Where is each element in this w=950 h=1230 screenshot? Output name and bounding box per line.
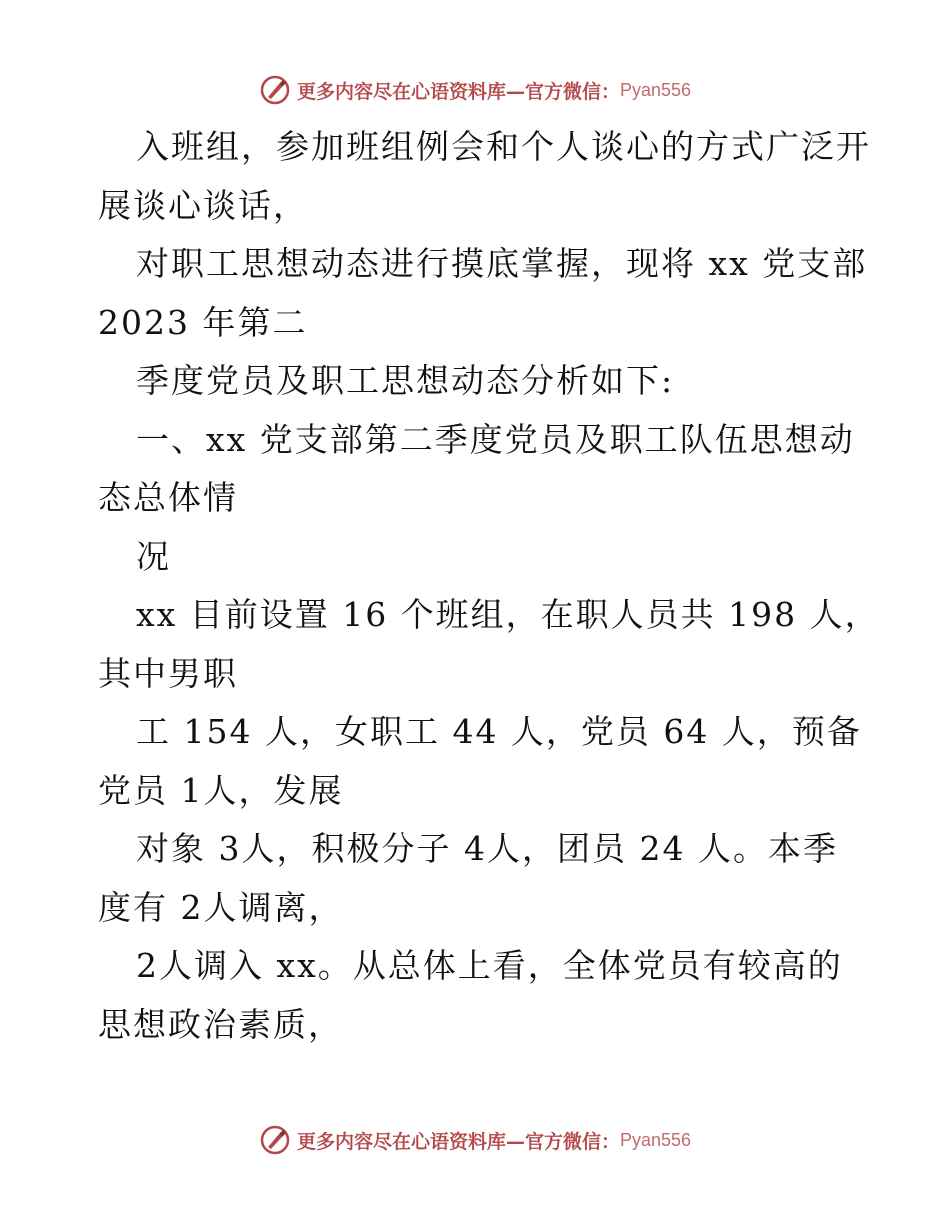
text-line: 2023 年第二 xyxy=(98,302,308,342)
text-line: 工 154 人，女职工 44 人，党员 64 人，预备 xyxy=(136,712,862,751)
pen-logo-icon xyxy=(259,74,291,106)
section-heading-cont: 况 xyxy=(136,536,171,576)
banner-wechat-id: Pyan556 xyxy=(619,1129,692,1150)
text-line: 入班组，参加班组例会和个人谈心的方式广泛开 xyxy=(136,127,871,166)
banner-dash-text: —官方微信： xyxy=(505,1130,620,1153)
header-banner xyxy=(0,70,950,110)
text-line: 度有 2人调离， xyxy=(98,887,344,927)
text-line: 对职工思想动态进行摸底掌握，现将 xx 党支部 xyxy=(136,244,868,283)
text-line: 季度党员及职工思想动态分析如下: xyxy=(136,361,675,400)
section-heading-cont: 态总体情 xyxy=(98,478,238,517)
text-line: xx 目前设置 16 个班组，在职人员共 198 人， xyxy=(136,595,880,634)
text-line: 党员 1人，发展 xyxy=(98,770,344,810)
text-line: 2人调入 xx。从总体上看，全体党员有较高的 xyxy=(136,946,843,985)
section-heading: 一、xx 党支部第二季度党员及职工队伍思想动 xyxy=(136,419,855,459)
text-line: 对象 3人，积极分子 4人，团员 24 人。本季 xyxy=(136,829,838,868)
banner-main-text: 更多内容尽在心语资料库 xyxy=(296,80,506,103)
text-line: 思想政治素质， xyxy=(98,1004,343,1044)
footer-banner xyxy=(0,1120,950,1160)
banner-main-text: 更多内容尽在心语资料库 xyxy=(296,1130,506,1153)
document-body xyxy=(98,118,880,1054)
banner-dash-text: —官方微信： xyxy=(505,80,620,103)
text-line: 展谈心谈话， xyxy=(98,185,308,225)
pen-logo-icon xyxy=(259,1124,291,1156)
text-line: 其中男职 xyxy=(98,653,238,693)
banner-wechat-id: Pyan556 xyxy=(619,79,692,100)
